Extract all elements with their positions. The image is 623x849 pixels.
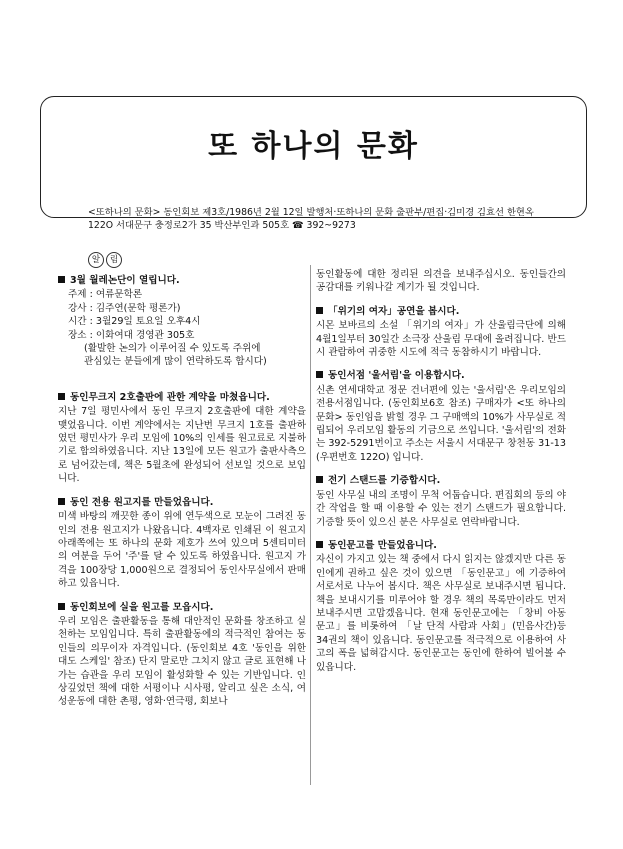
section-newsletter [58,601,306,709]
left-column [58,268,306,709]
bullet-square-icon [58,603,65,610]
bullet-square-icon [58,498,65,505]
bullet-square-icon [316,307,323,314]
list-item: 장소 : 이화여대 경영관 305호 [68,329,195,341]
section-mook [58,391,306,486]
section-heading: 동인무크지 2호출판에 관한 계약을 마쳤읍니다. [58,391,306,404]
section-body: 신촌 연세대학교 정문 건너편에 있는 '울서림'은 우리모임의 전용서점입니다. (동인회보6호 참조) 구매자가 <또 하나의 문화> 동인임을 밝힐 경우 그 구매액의 10%가 사무실로 적립되어 우리모임 활동의 기금으로 쓰입니다. '울서림'의 전화는 392-5291번이고 주소는 서울시 서대문구 창천동 31-13 (우편번호 122O) 입니다. [316,384,566,463]
notice-label [88,252,124,268]
section-body: 우리 모임은 출판활동을 통해 대안적인 문화를 창조하고 실천하는 모임입니다. 특히 출판활동에의 적극적인 참여는 동인들의 의무이자 자격입니다. (동인회보 4호 '동인을 위한 대도 스케일' 참조) 단지 말로만 그치지 않고 글로 표현해 나가는 습관을 우리 모임이 활성화할 수 있는 기반입니다. 인상깊었던 책에 대한 서평이나 시사평, 알리고 싶은 소식, 여성운동에 대한 촌평, 영화·연극평, 회보나 [58,615,306,708]
section-body: 미색 바탕의 깨끗한 종이 위에 연두색으로 모눈이 그려진 동인의 전용 원고지가 나왔읍니다. 4백자로 인쇄된 이 원고지 아래쪽에는 또 하나의 문화 제호가 쓰여 있으며 5센티미터의 여분을 두어 '주'를 달 수 있도록 하였읍니다. 원고지 가격을 100장당 1,000원으로 결정되어 동인사무실에서 판매하고 있읍니다. [58,511,306,590]
section-play [316,305,566,360]
column-divider [310,265,311,785]
list-item: 주제 : 여류문학론 [68,289,143,301]
bullet-square-icon [58,393,65,400]
bullet-square-icon [316,541,323,548]
section-heading: 전기 스탠드를 기증합시다. [316,474,566,487]
section-heading: 「위기의 여자」공연을 봅시다. [316,305,566,318]
section-seminar [58,274,306,369]
section-heading: 동인 전용 원고지를 만들었읍니다. [58,496,306,509]
section-lamp [316,474,566,529]
section-heading: 동인회보에 실을 원고를 모읍시다. [58,601,306,614]
notice-char-2: 림 [106,252,122,268]
section-body: 자신이 가지고 있는 책 중에서 다시 읽지는 않겠지만 다른 동인에게 권하고 싶은 것이 있으면 「동인문고」에 기증하여 서로서로 나누어 봅시다. 책은 사무실로 보내주시면 됩니다. 책을 보내시기를 미루어야 할 경우 책의 목록만이라도 먼저 보내주시면 고맙겠읍니다. 현재 동인문고에는 「창비 아동문고」를 비롯하여 「날 단적 사람과 사회」(민음사간)등 34권의 책이 있읍니다. 동인문고를 적극적으로 이용하여 사고의 폭을 넓혀갑시다. 동인문고는 동인에 한하여 빌어볼 수 있읍니다. [316,554,566,673]
section-body: 동인 사무실 내의 조명이 무척 어둡습니다. 편집회의 등의 야간 작업을 할 때 이용할 수 있는 전기 스탠드가 필요합니다. 기증할 뜻이 있으신 분은 사무실로 연락바랍니다. [316,489,566,528]
masthead [88,206,578,232]
section-continued [316,268,566,295]
section-bookstore [316,369,566,464]
list-item: 시간 : 3월29일 토요일 오후4시 [68,316,201,328]
list-item: (활발한 논의가 이루어질 수 있도록 주위에 [84,343,261,355]
bullet-square-icon [58,276,65,283]
section-heading: 3월 월레논단이 열립니다. [58,274,306,287]
notice-char-1: 알 [88,252,104,268]
section-body: 동인활동에 대한 정리된 의견을 보내주십시오. 동인들간의 공감대를 키워나갈 계기가 될 것입니다. [316,269,566,294]
list-item: 강사 : 김주연(문학 평론가) [68,302,181,314]
masthead-line2: 122O 서대문구 충정로2가 35 박산부인과 505호 ☎ 392~9273 [88,220,356,231]
section-body: 시몬 보바르의 소설 「위기의 여자」가 산울림극단에 의해 4월1일부터 30일간 소극장 산울림 무대에 올려집니다. 반드시 관람하여 귀중한 시도에 적극 동참하시기 바랍니다. [316,320,566,359]
title-box [40,96,587,218]
bullet-square-icon [316,371,323,378]
section-body: 지난 7일 평민사에서 동인 무크지 2호출판에 대한 계약을 맺었읍니다. 이번 계약에서는 지난번 무크지 1호를 출판하였던 평민사가 우리 모임에 10%의 인세를 원고료로 지불하기로 합의하였읍니다. 지난 13일에 모든 원고가 출판사측으로 넘어갔는데, 책은 5월초에 완성되어 선보일 것으로 보입니다. [58,406,306,485]
right-column [316,268,566,674]
section-manuscript [58,496,306,591]
masthead-line1: <또하나의 문화> 동인회보 제3호/1986년 2월 12일 발행처·또하나의 문화 출판부/편집·김미경 김효선 한현옥 [88,207,534,218]
list-item: 관심있는 분들에게 많이 연락하도록 합시다) [84,356,267,368]
section-library [316,539,566,674]
bullet-square-icon [316,476,323,483]
section-heading: 동인서점 '울서림'을 이용합시다. [316,369,566,382]
newsletter-title: 또 하나의 문화 [208,129,419,164]
section-heading: 동인문고를 만들었읍니다. [316,539,566,552]
